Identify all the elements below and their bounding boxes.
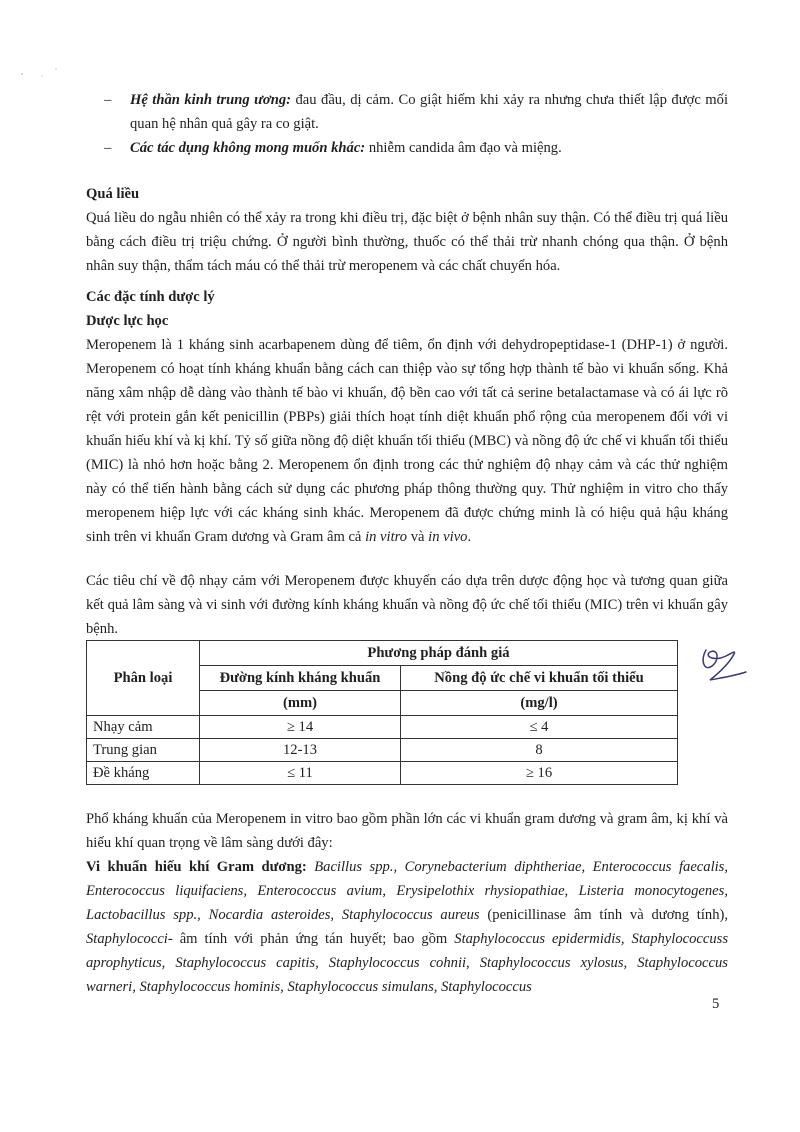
period: . — [467, 529, 472, 545]
side-effect-label: Hệ thần kinh trung ương: — [130, 92, 292, 108]
overdose-heading: Quá liều — [86, 186, 140, 202]
handwritten-signature — [696, 642, 752, 690]
side-effect-text — [130, 88, 728, 136]
side-effect-desc: đau đầu, dị cảm. Co giật hiếm khi xảy ra nhưng chưa thiết lập được mối quan hệ nhân quả gây ra co giật. — [130, 92, 728, 132]
scan-specks — [16, 60, 66, 80]
species-note: âm tính với phản ứng tán huyết; bao gồm — [172, 931, 455, 947]
cell-mic: 8 — [401, 739, 678, 762]
table-header-row — [87, 641, 678, 666]
in-vitro-term: in vitro — [365, 529, 408, 545]
spectrum-gram-positive — [86, 855, 728, 999]
side-effect-item — [104, 136, 728, 160]
susceptibility-paragraph: Các tiêu chí về độ nhạy cảm với Meropenem được khuyến cáo dựa trên dược động học và tương quan giữa kết quả lâm sàng và vi sinh với đường kính kháng khuẩn và nồng độ ức chế tối thiểu (MIC) trên vi khuẩn gây bệnh. — [86, 573, 728, 637]
overdose-paragraph: Quá liều do ngẫu nhiên có thể xảy ra trong khi điều trị, đặc biệt ở bệnh nhân suy thận. Có thể điều trị quá liều bằng cách điều trị triệu chứng. Ở người bình thường, thuốc có thể thải trừ nhanh chóng qua thận. Ở bệnh nhân suy thận, thẩm tách máu có thể thải trừ meropenem và các chất chuyển hóa. — [86, 210, 728, 274]
header-category: Phân loại — [87, 641, 200, 716]
conjunction: và — [407, 529, 429, 545]
table-row — [87, 716, 678, 739]
spectrum-label: Vi khuẩn hiếu khí Gram dương: — [86, 859, 307, 875]
table-row — [87, 739, 678, 762]
pharmacodynamics-heading: Dược lực học — [86, 313, 169, 329]
list-dash: – — [104, 140, 112, 156]
header-method: Phương pháp đánh giá — [200, 641, 678, 666]
page-number: 5 — [712, 996, 720, 1012]
pharmacology-heading: Các đặc tính dược lý — [86, 289, 215, 305]
table-row — [87, 762, 678, 785]
side-effect-text — [130, 136, 728, 160]
cell-diameter: ≤ 11 — [200, 762, 401, 785]
species-note: (penicillinase âm tính và dương tính), — [479, 907, 728, 923]
cell-category: Trung gian — [87, 739, 200, 762]
in-vivo-term: in vivo — [428, 529, 468, 545]
header-mic-unit: (mg/l) — [401, 691, 678, 716]
pharmacodynamics-paragraph — [86, 333, 728, 549]
pharmacodynamics-text: Meropenem là 1 kháng sinh acarbapenem dùng để tiêm, ổn định với dehydropeptidase-1 (DHP-1) ở người. Meropenem có hoạt tính kháng khuẩn bằng cách can thiệp vào sự tổng hợp thành tế bào vi khuẩn sống. Khả năng xâm nhập dễ dàng vào thành tế bào vi khuẩn, độ bền cao với tất cả serine betalactamase và có ái lực rõ rệt với protein gắn kết penicillin (PBPs) giải thích hoạt tính diệt khuẩn phổ rộng của meropenem đối với vi khuẩn hiếu khí và kị khí. Tỷ số giữa nồng độ diệt khuẩn tối thiểu (MBC) và nồng độ ức chế vi khuẩn tối thiểu (MIC) là nhỏ hơn hoặc bằng 2. Meropenem ổn định trong các thử nghiệm độ nhạy cảm và các thử nghiệm này có thể tiến hành bằng cách sử dụng các phương pháp thông thường quy. Thử nghiệm in vitro cho thấy meropenem hiệp lực với các kháng sinh khác. Meropenem đã được chứng minh là có hiệu quả hậu kháng sinh trên vi khuẩn Gram dương và Gram âm cả — [86, 337, 728, 545]
cell-diameter: 12-13 — [200, 739, 401, 762]
side-effect-label: Các tác dụng không mong muốn khác: — [130, 140, 366, 156]
cell-diameter: ≥ 14 — [200, 716, 401, 739]
cell-mic: ≥ 16 — [401, 762, 678, 785]
species-list: Bacillus spp., Corynebacterium diphtheriae, Enterococcus faecalis, Enterococcus liquifaciens, Enterococcus avium, Erysipelothix rhysiopathiae, Listeria monocytogenes, Lactobacillus spp., Nocardia asteroides, Staphylococcus aureus — [86, 859, 729, 923]
species-list: Staphylococcus epidermidis, Staphylococcuss aprophyticus, Staphylococcus capitis, Staphylococcus cohnii, Staphylococcus xylosus, Staphylococcus warneri, Staphylococcus hominis, Staphylococcus simulans, Staphylococcus — [86, 931, 729, 995]
side-effect-desc: nhiễm candida âm đạo và miệng. — [365, 140, 562, 156]
cell-mic: ≤ 4 — [401, 716, 678, 739]
susceptibility-table — [86, 640, 678, 785]
cell-category: Nhạy cảm — [87, 716, 200, 739]
side-effect-item — [104, 88, 728, 136]
species-list: Staphylococci- — [86, 931, 173, 947]
header-diameter: Đường kính kháng khuẩn — [200, 666, 401, 691]
header-diameter-unit: (mm) — [200, 691, 401, 716]
cell-category: Đề kháng — [87, 762, 200, 785]
header-mic: Nồng độ ức chế vi khuẩn tối thiểu — [401, 666, 678, 691]
list-dash: – — [104, 92, 112, 108]
spectrum-intro: Phổ kháng khuẩn của Meropenem in vitro bao gồm phần lớn các vi khuẩn gram dương và gram âm, kị khí và hiếu khí quan trọng về lâm sàng dưới đây: — [86, 811, 728, 851]
